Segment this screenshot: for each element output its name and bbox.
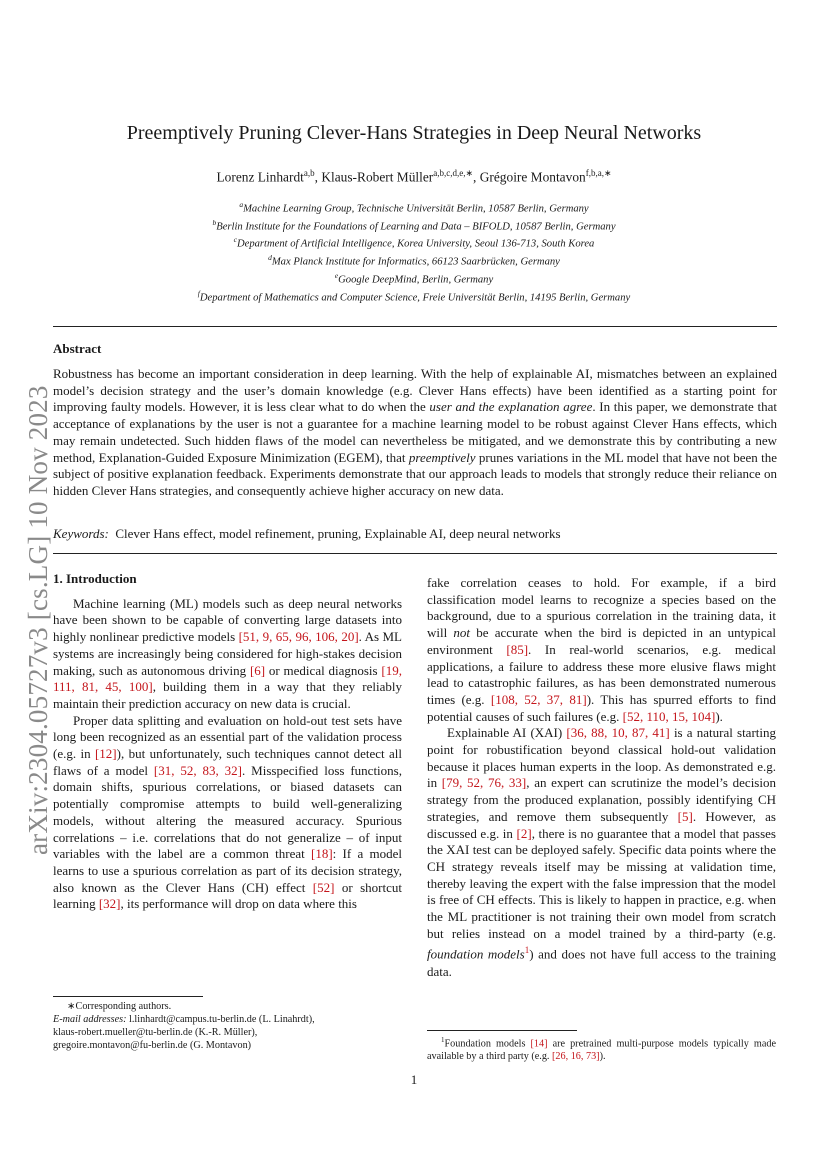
footnote-text: ). bbox=[599, 1051, 606, 1063]
affiliation bbox=[0, 251, 828, 269]
affil-sup: a bbox=[239, 200, 244, 209]
email-line[interactable]: l.linhardt@campus.tu-berlin.de (L. Linahrdt), bbox=[129, 1014, 315, 1025]
abstract-heading: Abstract bbox=[53, 341, 102, 356]
paragraph-emphasis: not bbox=[453, 625, 471, 641]
affil-text: Berlin Institute for the Foundations of Learning and Data – BIFOLD, 10587 Berlin, Germany bbox=[216, 221, 616, 233]
intro-paragraph-2 bbox=[53, 713, 402, 913]
citation-link[interactable]: [19, 111, 81, 45, 100] bbox=[53, 662, 402, 695]
paper-title: Preemptively Pruning Clever-Hans Strategies in Deep Neural Networks bbox=[126, 122, 702, 144]
paragraph-text: is a natural starting point for robustification beyond classical hold-out validation because it places human experts in the loop. As demonstrated e.g. in bbox=[427, 725, 776, 791]
page-number: 1 bbox=[410, 1072, 418, 1087]
footnote-number: 1 bbox=[441, 1036, 445, 1044]
arxiv-sidebar-stamp: arXiv:2304.05727v3 [cs.LG] 10 Nov 2023 bbox=[23, 385, 53, 855]
top-divider bbox=[53, 326, 777, 327]
left-column bbox=[53, 571, 402, 913]
affiliation bbox=[0, 198, 828, 216]
citation-link[interactable]: [14] bbox=[530, 1038, 548, 1050]
email-label: E-mail addresses: bbox=[53, 1014, 127, 1025]
affil-sup: b bbox=[212, 217, 217, 227]
footnote-text: are pretrained multi-purpose models typically made available by a third party (e.g. bbox=[427, 1038, 776, 1063]
abstract-text: Robustness has become an important consideration in deep learning. With the help of explainable AI, mismatches between an explained model’s decision strategy and the user’s domain knowledge (e.g. Clever Hans effects) have been identified as a starting point for improving faulty models. However, it is less clear what to do when the bbox=[53, 366, 777, 415]
paragraph-text: . In real-world scenarios, e.g. medical applications, a failure to address these more elusive flaws might lead to catastrophic failures, as has been demonstrated numerous times (e.g. bbox=[427, 641, 776, 707]
footnote-rule bbox=[53, 996, 203, 997]
citation-link[interactable]: [31, 52, 83, 32] bbox=[153, 762, 242, 778]
affiliation bbox=[0, 216, 828, 234]
author-affil-sup: f,b,a,∗ bbox=[585, 168, 612, 178]
affil-text: Google DeepMind, Berlin, Germany bbox=[338, 274, 494, 286]
intro-paragraph-4 bbox=[427, 725, 776, 980]
affil-text: Department of Mathematics and Computer Science, Freie Universität Berlin, 14195 Berlin, Germany bbox=[199, 292, 631, 304]
paragraph-text: or shortcut learning bbox=[53, 879, 402, 912]
citation-link[interactable]: [26, 16, 73] bbox=[552, 1051, 600, 1063]
paragraph-text: ). bbox=[715, 708, 723, 724]
citation-link[interactable]: [12] bbox=[94, 746, 117, 762]
affiliation bbox=[0, 287, 828, 305]
footnote-1 bbox=[427, 1034, 776, 1063]
author-name: Lorenz Linhardt bbox=[216, 169, 304, 185]
paragraph-text: . As ML systems are increasingly being considered for high-stakes decision making, such as autonomous driving bbox=[53, 629, 402, 678]
paragraph-text: fake correlation ceases to hold. For example, if a bird classification model learns to recognize a species based on the background, due to a spurious correlation in the training data, it will bbox=[427, 575, 776, 641]
affil-text: Max Planck Institute for Informatics, 66123 Saarbrücken, Germany bbox=[271, 256, 560, 268]
citation-link[interactable]: [5] bbox=[677, 808, 693, 824]
intro-paragraph-1 bbox=[53, 596, 402, 713]
paragraph-text: Proper data splitting and evaluation on hold-out test sets have long been recognized as an essential part of the validation process (e.g. in bbox=[53, 712, 402, 762]
citation-link[interactable]: [51, 9, 65, 96, 106, 20] bbox=[238, 629, 359, 645]
email-addresses bbox=[53, 1013, 402, 1026]
paragraph-text: Explainable AI (XAI) bbox=[447, 725, 567, 741]
affil-sup: d bbox=[268, 253, 272, 263]
corresponding-footnote bbox=[53, 1000, 402, 1052]
intro-paragraph-3 bbox=[427, 575, 776, 725]
affiliation bbox=[0, 269, 828, 287]
abstract-emphasis: preemptively bbox=[408, 449, 476, 465]
citation-link[interactable]: [108, 52, 37, 81] bbox=[490, 691, 587, 707]
citation-link[interactable]: [36, 88, 10, 87, 41] bbox=[566, 725, 670, 741]
affiliation-list bbox=[0, 198, 828, 304]
author-name: Klaus-Robert Müller bbox=[321, 169, 434, 185]
bottom-divider bbox=[53, 553, 777, 554]
paragraph-text: . However, as discussed e.g. in bbox=[427, 808, 776, 841]
paragraph-text: , an expert can scrutinize the model’s decision strategy from the produced explanation, possibly identifying CH strategies, and remove them subsequently bbox=[427, 775, 776, 824]
citation-link[interactable]: [52] bbox=[312, 879, 335, 895]
paragraph-text: Machine learning (ML) models such as deep neural networks have been shown to be capable of converting large datasets into highly nonlinear predictive models bbox=[53, 595, 402, 645]
author-affil-sup: a,b bbox=[303, 168, 315, 178]
citation-link[interactable]: [32] bbox=[98, 896, 121, 912]
abstract-emphasis: user and the explanation agree bbox=[429, 399, 593, 415]
footnote-text: Foundation models bbox=[444, 1038, 531, 1050]
citation-link[interactable]: [52, 110, 15, 104] bbox=[622, 708, 716, 724]
citation-link[interactable]: [6] bbox=[249, 662, 266, 678]
paragraph-text: ), but unfortunately, such techniques cannot detect all flaws of a model bbox=[53, 746, 402, 778]
citation-link[interactable]: [79, 52, 76, 33] bbox=[441, 775, 527, 791]
paragraph-text: : If a model learns to use a spurious correlation as part of its decision strategy, also known as the Clever Hans (CH) effect bbox=[53, 846, 402, 895]
author-affil-sup: a,b,c,d,e,∗ bbox=[433, 168, 474, 178]
author-list: Lorenz Linhardt$^{a,b}$, Klaus-Robert Müller$^{a,b,c,d,e,∗}$, Grégoire Montavon$^{f,b,a,∗}$ bbox=[216, 168, 612, 185]
affil-sup: e bbox=[334, 270, 339, 280]
footnote-rule bbox=[427, 1030, 577, 1031]
affiliation bbox=[0, 233, 828, 251]
citation-link[interactable]: [85] bbox=[506, 641, 529, 657]
paragraph-emphasis: foundation models bbox=[427, 946, 525, 962]
paragraph-text: ). This has spurred efforts to find potential causes of such failures (e.g. bbox=[427, 691, 776, 724]
footnote-marker-link[interactable]: 1 bbox=[524, 945, 530, 956]
affil-sup: c bbox=[233, 235, 237, 245]
paragraph-text: , its performance will drop on data where this bbox=[120, 896, 357, 912]
paragraph-text: , building them in a way that they reliably maintain their prediction accuracy on new data is crucial. bbox=[53, 679, 402, 711]
right-column bbox=[427, 575, 776, 980]
author-name: Grégoire Montavon bbox=[479, 169, 586, 185]
email-line[interactable]: gregoire.montavon@fu-berlin.de (G. Montavon) bbox=[53, 1040, 252, 1051]
paragraph-text: be accurate when the bird is depicted in an untypical environment bbox=[427, 625, 776, 657]
section-heading-introduction: 1. Introduction bbox=[53, 571, 137, 586]
keywords-text: Clever Hans effect, model refinement, pruning, Explainable AI, deep neural networks bbox=[115, 526, 561, 541]
paragraph-text: , there is no guarantee that a model that passes the XAI test can be deployed safely. Specific data points where the CH strategy reveals itself may be missing at validation time, thereby leaving the expert with the false impression that the model is free of CH effects. This is likely to happen in practice, e.g. when the ML practitioner is not training their own model from scratch but relies instead on a model trained by a third-party (e.g. bbox=[427, 825, 776, 941]
paragraph-text: ) and does not have full access to the training data. bbox=[427, 946, 776, 979]
corresponding-authors: ∗Corresponding authors. bbox=[67, 1001, 172, 1012]
affil-text: Department of Artificial Intelligence, Korea University, Seoul 136-713, South Korea bbox=[236, 239, 595, 250]
email-line[interactable]: klaus-robert.mueller@tu-berlin.de (K.-R. Müller), bbox=[53, 1027, 258, 1038]
abstract-text: . In this paper, we demonstrate that acceptance of explanations by the user is not a guarantee for a machine learning model to be robust against Clever Hans effects, which may remain undetected. Such hidden flaws of the model can nevertheless be mitigated, and we demonstrate this by contributing a new method, Explanation-Guided Exposure Minimization (EGEM), that bbox=[53, 399, 777, 465]
keywords-label: Keywords: bbox=[53, 526, 109, 541]
abstract-body bbox=[53, 366, 777, 500]
affil-sup: f bbox=[197, 288, 200, 298]
paragraph-text: . Misspecified loss functions, domain shifts, spurious correlations, or biased datasets can potentially compromise attempts to build well-generalizing models, without altering the measured accuracy. Spurious correlations – i.e. correlations that do not generalize – of input variables with the label are a common threat bbox=[53, 762, 402, 862]
paragraph-text: or medical diagnosis bbox=[265, 662, 382, 678]
keywords-line bbox=[53, 526, 777, 542]
abstract-text: prunes variations in the ML model that have not been the subject of positive explanation feedback. Experiments demonstrate that our approach leads to models that strongly reduce their reliance on hidden Clever Hans strategies, and consequently achieve higher accuracy on new data. bbox=[53, 449, 777, 498]
affil-text: Machine Learning Group, Technische Universität Berlin, 10587 Berlin, Germany bbox=[243, 203, 589, 215]
citation-link[interactable]: [18] bbox=[311, 846, 333, 862]
citation-link[interactable]: [2] bbox=[516, 825, 532, 841]
